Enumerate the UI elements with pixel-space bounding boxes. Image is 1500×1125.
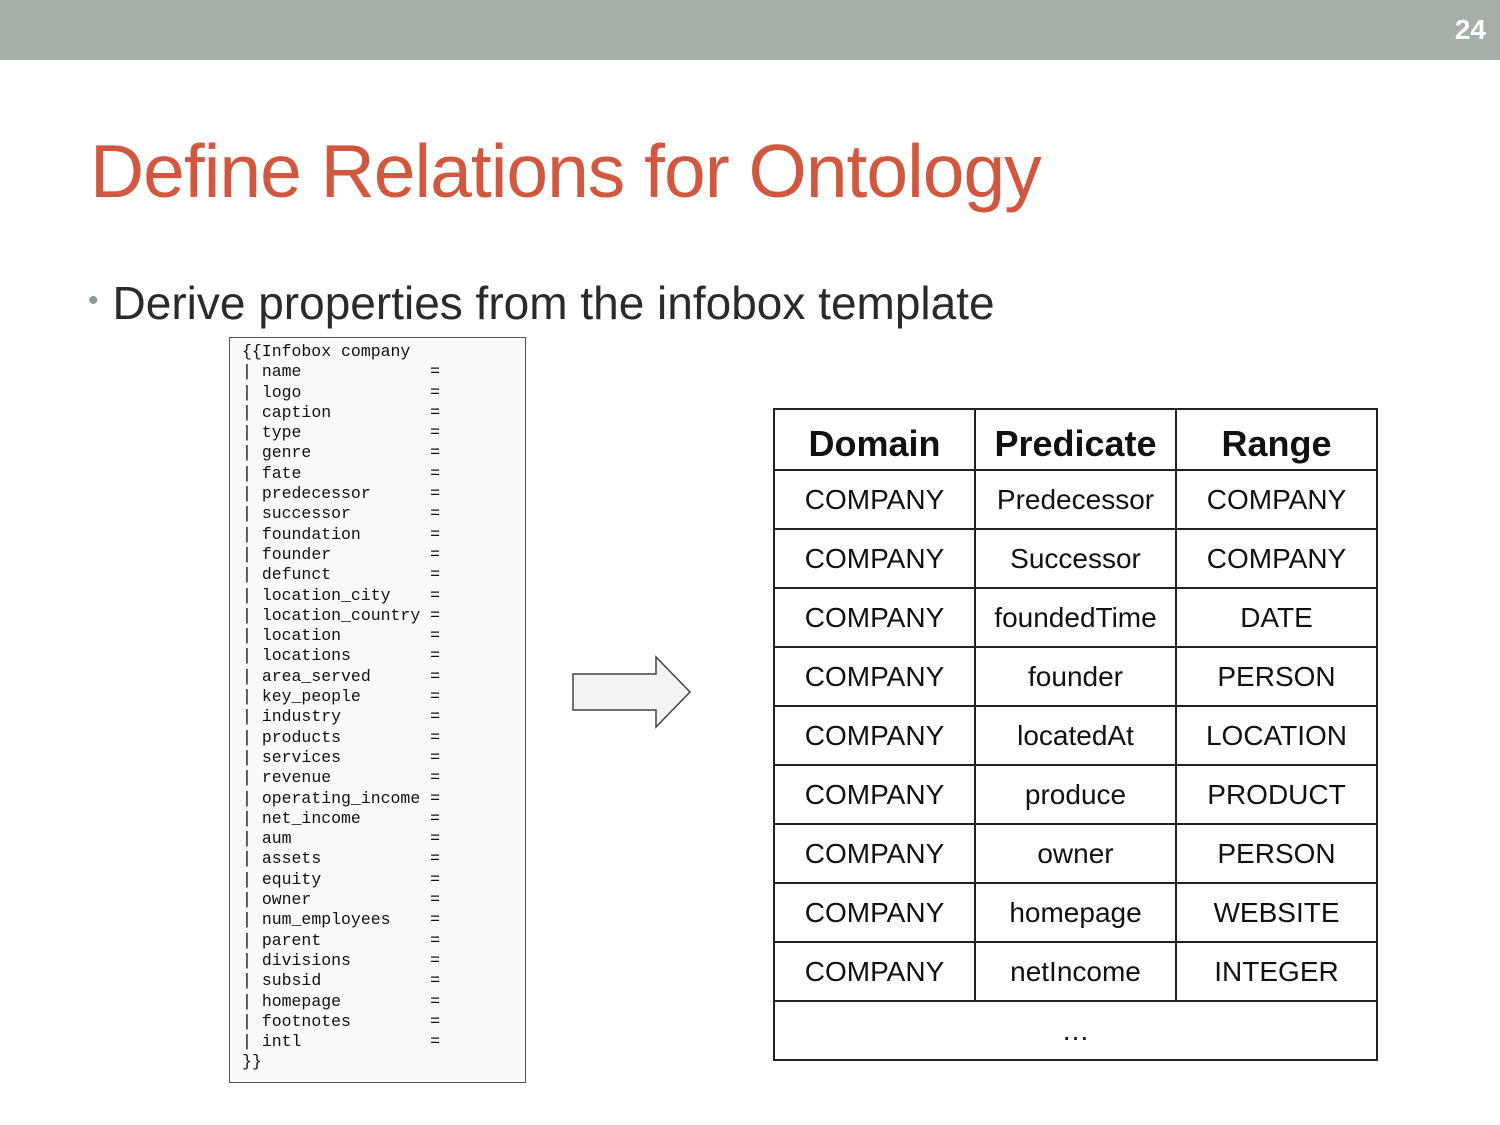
infobox-field-name: subsid [261,971,322,991]
cell-predicate: Predecessor [975,470,1176,529]
infobox-pipe: | [242,646,262,666]
cell-range: PRODUCT [1176,765,1377,824]
infobox-pipe: | [242,585,262,605]
infobox-pipe: | [242,1011,262,1031]
table-row [774,706,1377,765]
infobox-equals: = [331,565,441,585]
cell-range: PERSON [1176,647,1377,706]
infobox-equals: = [350,950,441,970]
infobox-pipe: | [242,605,262,625]
infobox-equals: = [341,747,441,767]
bullet-item [88,276,995,330]
infobox-field-name: homepage [261,991,342,1011]
infobox-equals: = [321,971,441,991]
infobox-field-line [242,951,525,971]
header-predicate: Predicate [975,409,1176,470]
cell-predicate: founder [975,647,1176,706]
infobox-field-line [242,525,525,545]
table-row [774,529,1377,588]
infobox-equals: = [301,423,441,443]
infobox-equals: = [350,646,441,666]
infobox-field-name: equity [261,869,322,889]
infobox-equals: = [331,402,441,422]
infobox-equals: = [370,484,441,504]
infobox-equals: = [301,1032,441,1052]
cell-predicate: netIncome [975,942,1176,1001]
infobox-field-line [242,1032,525,1052]
cell-domain: COMPANY [774,529,975,588]
infobox-pipe: | [242,382,262,402]
infobox-field-name: successor [261,504,351,524]
infobox-open: {{Infobox company [242,342,411,361]
infobox-field-name: num_employees [261,910,391,930]
infobox-field-name: location_city [261,585,391,605]
cell-range: WEBSITE [1176,883,1377,942]
infobox-field-line [242,809,525,829]
right-arrow-icon [571,655,693,729]
infobox-equals: = [321,869,441,889]
infobox-pipe: | [242,950,262,970]
header-range: Range [1176,409,1377,470]
slide-title: Define Relations for Ontology [90,129,1041,213]
infobox-field-line [242,1012,525,1032]
infobox-field-name: founder [261,544,332,564]
infobox-field-line [242,606,525,626]
infobox-template [229,337,526,1083]
infobox-field-name: divisions [261,950,351,970]
infobox-field-name: key_people [261,687,361,707]
infobox-field-name: foundation [261,524,361,544]
infobox-equals: = [350,1011,441,1031]
cell-domain: COMPANY [774,588,975,647]
infobox-pipe: | [242,829,262,849]
table-row [774,883,1377,942]
infobox-equals: = [301,463,441,483]
infobox-field-name: fate [261,463,302,483]
infobox-pipe: | [242,1032,262,1052]
infobox-equals: = [341,991,441,1011]
top-bar [0,0,1500,60]
infobox-pipe: | [242,544,262,564]
infobox-field-line [242,849,525,869]
infobox-field-line [242,646,525,666]
infobox-equals: = [341,707,441,727]
ellipsis-cell: … [774,1001,1377,1060]
cell-domain: COMPANY [774,824,975,883]
table-row [774,647,1377,706]
cell-predicate: produce [975,765,1176,824]
infobox-pipe: | [242,747,262,767]
infobox-equals: = [311,890,441,910]
infobox-equals: = [341,727,441,747]
bullet-text: Derive properties from the infobox template [112,277,995,329]
cell-range: COMPANY [1176,470,1377,529]
infobox-pipe: | [242,788,262,808]
table-row-ellipsis [774,1001,1377,1060]
infobox-equals: = [341,626,441,646]
infobox-equals: = [390,585,441,605]
infobox-field-name: locations [261,646,351,666]
infobox-pipe: | [242,565,262,585]
infobox-field-line [242,626,525,646]
infobox-field-name: operating_income [261,788,421,808]
infobox-pipe: | [242,971,262,991]
cell-domain: COMPANY [774,470,975,529]
cell-range: PERSON [1176,824,1377,883]
bullet-dot-icon: • [88,283,99,317]
infobox-fields [242,362,525,1052]
cell-domain: COMPANY [774,883,975,942]
infobox-field-line [242,443,525,463]
infobox-pipe: | [242,687,262,707]
infobox-pipe: | [242,768,262,788]
infobox-field-line [242,586,525,606]
cell-predicate: homepage [975,883,1176,942]
cell-predicate: locatedAt [975,706,1176,765]
infobox-equals: = [301,362,441,382]
infobox-field-line [242,423,525,443]
cell-domain: COMPANY [774,765,975,824]
infobox-pipe: | [242,707,262,727]
infobox-field-name: location_country [261,605,421,625]
cell-domain: COMPANY [774,942,975,1001]
infobox-field-line [242,992,525,1012]
infobox-equals: = [321,849,441,869]
infobox-pipe: | [242,910,262,930]
infobox-field-line [242,768,525,788]
infobox-equals: = [331,544,441,564]
infobox-field-name: revenue [261,768,332,788]
infobox-field-name: defunct [261,565,332,585]
infobox-pipe: | [242,423,262,443]
infobox-equals: = [311,443,441,463]
cell-domain: COMPANY [774,647,975,706]
infobox-field-name: parent [261,930,322,950]
infobox-field-name: services [261,747,342,767]
infobox-field-line [242,504,525,524]
infobox-field-line [242,707,525,727]
infobox-field-name: predecessor [261,484,371,504]
infobox-equals: = [321,930,441,950]
infobox-pipe: | [242,930,262,950]
infobox-pipe: | [242,626,262,646]
cell-range: INTEGER [1176,942,1377,1001]
infobox-field-name: genre [261,443,312,463]
table-row [774,765,1377,824]
infobox-pipe: | [242,524,262,544]
infobox-field-name: net_income [261,808,361,828]
infobox-pipe: | [242,402,262,422]
infobox-field-line [242,464,525,484]
infobox-field-name: name [261,362,302,382]
infobox-field-line [242,362,525,382]
infobox-field-line [242,748,525,768]
infobox-pipe: | [242,890,262,910]
infobox-field-line [242,931,525,951]
infobox-field-name: industry [261,707,342,727]
table-header-row [774,409,1377,470]
infobox-equals: = [350,504,441,524]
cell-predicate: Successor [975,529,1176,588]
infobox-field-line [242,728,525,748]
infobox-equals: = [420,788,441,808]
infobox-field-name: owner [261,890,312,910]
infobox-field-name: location [261,626,342,646]
infobox-field-name: intl [261,1032,302,1052]
infobox-equals: = [360,808,441,828]
cell-range: DATE [1176,588,1377,647]
infobox-pipe: | [242,666,262,686]
infobox-equals: = [360,687,441,707]
infobox-pipe: | [242,849,262,869]
infobox-field-line [242,829,525,849]
infobox-pipe: | [242,362,262,382]
infobox-equals: = [301,382,441,402]
infobox-field-line [242,687,525,707]
slide-number: 24 [1454,14,1486,45]
infobox-field-line [242,383,525,403]
table-row [774,824,1377,883]
cell-predicate: foundedTime [975,588,1176,647]
infobox-equals: = [370,666,441,686]
infobox-pipe: | [242,484,262,504]
infobox-field-line [242,484,525,504]
relations-table [773,408,1378,1061]
infobox-field-line [242,565,525,585]
infobox-field-name: caption [261,402,332,422]
infobox-field-name: logo [261,382,302,402]
infobox-field-line [242,870,525,890]
infobox-equals: = [360,524,441,544]
infobox-equals: = [331,768,441,788]
infobox-field-line [242,971,525,991]
infobox-pipe: | [242,463,262,483]
infobox-field-line [242,403,525,423]
infobox-equals: = [420,605,441,625]
infobox-field-name: footnotes [261,1011,351,1031]
table-row [774,942,1377,1001]
infobox-pipe: | [242,443,262,463]
infobox-equals: = [291,829,441,849]
infobox-field-line [242,789,525,809]
cell-range: COMPANY [1176,529,1377,588]
infobox-field-name: assets [261,849,322,869]
table-row [774,588,1377,647]
infobox-pipe: | [242,808,262,828]
infobox-field-line [242,667,525,687]
infobox-close: }} [242,1052,262,1072]
infobox-pipe: | [242,727,262,747]
cell-range: LOCATION [1176,706,1377,765]
infobox-field-name: area_served [261,666,371,686]
table-row [774,470,1377,529]
infobox-pipe: | [242,504,262,524]
table-body [774,470,1377,1060]
infobox-equals: = [390,910,441,930]
infobox-field-name: products [261,727,342,747]
infobox-field-line [242,910,525,930]
infobox-field-name: type [261,423,302,443]
infobox-pipe: | [242,869,262,889]
header-domain: Domain [774,409,975,470]
cell-domain: COMPANY [774,706,975,765]
infobox-pipe: | [242,991,262,1011]
infobox-field-line [242,890,525,910]
infobox-field-name: aum [261,829,292,849]
cell-predicate: owner [975,824,1176,883]
infobox-field-line [242,545,525,565]
